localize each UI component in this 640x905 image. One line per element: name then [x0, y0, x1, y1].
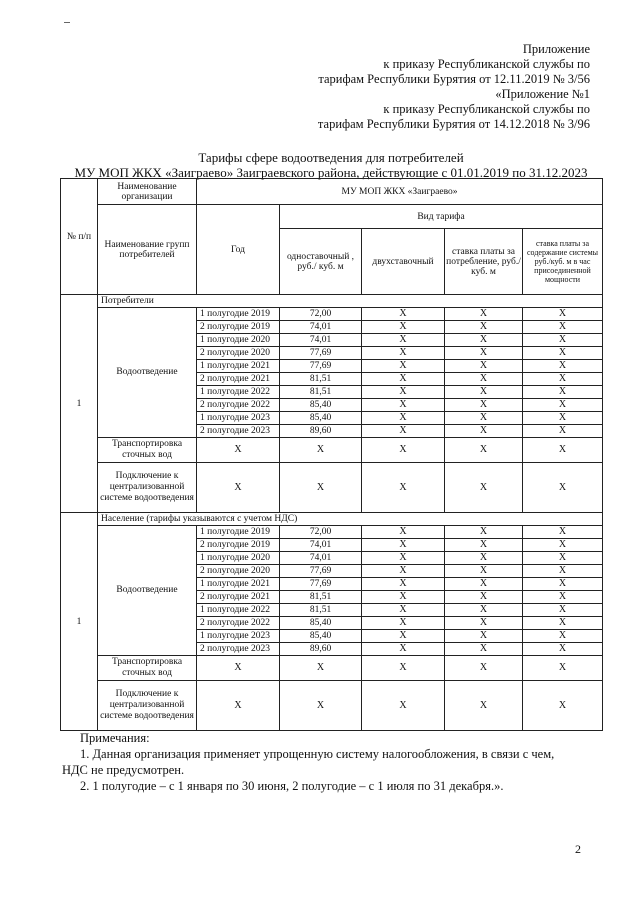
rate-maintenance-cell: Х: [523, 308, 603, 321]
one-part-tariff-cell: 81,51: [280, 386, 362, 399]
section-group-title: Потребители: [98, 295, 603, 308]
rate-consumption-cell: Х: [445, 321, 523, 334]
rate-maintenance-cell: Х: [523, 347, 603, 360]
period-cell: 2 полугодие 2021: [197, 373, 280, 386]
connection-row-cell: Х: [445, 681, 523, 731]
rate-consumption-cell: Х: [445, 526, 523, 539]
one-part-tariff-cell: 72,00: [280, 526, 362, 539]
period-cell: 1 полугодие 2019: [197, 308, 280, 321]
transport-row-cell: Х: [445, 656, 523, 681]
one-part-tariff-cell: 74,01: [280, 539, 362, 552]
two-part-cell: Х: [362, 399, 445, 412]
rate-maintenance-cell: Х: [523, 373, 603, 386]
transport-row-cell: Х: [362, 656, 445, 681]
two-part-cell: Х: [362, 321, 445, 334]
rate-maintenance-cell: Х: [523, 617, 603, 630]
transport-row-label: Транспортировка сточных вод: [98, 438, 197, 463]
header-one-part: одноставочный , руб./ куб. м: [280, 229, 362, 295]
header-year: Год: [197, 205, 280, 295]
header-rate-maintenance: ставка платы за содержание системы руб./куб. м в час присоединенной мощности: [523, 229, 603, 295]
period-cell: 2 полугодие 2023: [197, 643, 280, 656]
period-cell: 2 полугодие 2019: [197, 321, 280, 334]
rate-consumption-cell: Х: [445, 360, 523, 373]
transport-row: [61, 438, 603, 463]
rate-consumption-cell: Х: [445, 539, 523, 552]
page-number: 2: [575, 842, 581, 856]
header-line: тарифам Республики Бурятия от 12.11.2019 № 3/56: [318, 72, 590, 86]
document-title: Тарифы сфере водоотведения для потребителей: [198, 150, 464, 165]
rate-consumption-cell: Х: [445, 386, 523, 399]
one-part-tariff-cell: 81,51: [280, 591, 362, 604]
rate-maintenance-cell: Х: [523, 425, 603, 438]
rate-consumption-cell: Х: [445, 643, 523, 656]
connection-row-cell: Х: [445, 463, 523, 513]
connection-row-cell: Х: [362, 463, 445, 513]
period-cell: 1 полугодие 2022: [197, 604, 280, 617]
rate-consumption-cell: Х: [445, 347, 523, 360]
table-row: [61, 308, 603, 321]
header-organization: Наименование организации: [98, 179, 197, 205]
period-cell: 2 полугодие 2020: [197, 347, 280, 360]
one-part-tariff-cell: 77,69: [280, 360, 362, 373]
transport-row-cell: Х: [523, 438, 603, 463]
one-part-tariff-cell: 85,40: [280, 630, 362, 643]
header-two-part: двухставочный: [362, 229, 445, 295]
one-part-tariff-cell: 74,01: [280, 321, 362, 334]
transport-row-cell: Х: [197, 656, 280, 681]
header-rate-consumption: ставка платы за потребление, руб./ куб. м: [445, 229, 523, 295]
header-line: к приказу Республиканской службы по: [383, 57, 590, 71]
one-part-tariff-cell: 85,40: [280, 399, 362, 412]
period-cell: 2 полугодие 2022: [197, 399, 280, 412]
rate-consumption-cell: Х: [445, 604, 523, 617]
note-1: 1. Данная организация применяет упрощенную систему налогообложения, в связи с чем,: [80, 747, 555, 761]
period-cell: 2 полугодие 2020: [197, 565, 280, 578]
transport-row-cell: Х: [197, 438, 280, 463]
rate-maintenance-cell: Х: [523, 643, 603, 656]
one-part-tariff-cell: 77,69: [280, 578, 362, 591]
period-cell: 1 полугодие 2022: [197, 386, 280, 399]
notes: [62, 730, 610, 794]
two-part-cell: Х: [362, 578, 445, 591]
connection-row-cell: Х: [523, 681, 603, 731]
one-part-tariff-cell: 74,01: [280, 552, 362, 565]
rate-maintenance-cell: Х: [523, 386, 603, 399]
rate-consumption-cell: Х: [445, 373, 523, 386]
transport-row-cell: Х: [362, 438, 445, 463]
two-part-cell: Х: [362, 565, 445, 578]
period-cell: 1 полугодие 2020: [197, 552, 280, 565]
tariff-table: [60, 178, 603, 731]
rate-consumption-cell: Х: [445, 399, 523, 412]
rate-consumption-cell: Х: [445, 617, 523, 630]
period-cell: 1 полугодие 2020: [197, 334, 280, 347]
note-1-continued: НДС не предусмотрен.: [62, 763, 185, 777]
period-cell: 2 полугодие 2023: [197, 425, 280, 438]
connection-row-cell: Х: [280, 681, 362, 731]
two-part-cell: Х: [362, 373, 445, 386]
two-part-cell: Х: [362, 526, 445, 539]
rate-maintenance-cell: Х: [523, 578, 603, 591]
connection-row-cell: Х: [197, 681, 280, 731]
two-part-cell: Х: [362, 552, 445, 565]
one-part-tariff-cell: 81,51: [280, 373, 362, 386]
period-cell: 2 полугодие 2021: [197, 591, 280, 604]
period-cell: 1 полугодие 2023: [197, 412, 280, 425]
header-tariff-type: Вид тарифа: [280, 205, 603, 229]
rate-maintenance-cell: Х: [523, 630, 603, 643]
connection-row-label: Подключение к централизованной системе водоотведения: [98, 463, 197, 513]
rate-maintenance-cell: Х: [523, 552, 603, 565]
transport-row-cell: Х: [445, 438, 523, 463]
two-part-cell: Х: [362, 412, 445, 425]
rate-maintenance-cell: Х: [523, 539, 603, 552]
two-part-cell: Х: [362, 386, 445, 399]
document-subtitle: МУ МОП ЖКХ «Заиграево» Заиграевского района, действующие с 01.01.2019 по 31.12.2023: [74, 165, 588, 180]
one-part-tariff-cell: 89,60: [280, 425, 362, 438]
notes-title: Примечания:: [80, 731, 150, 745]
header-line: к приказу Республиканской службы по: [383, 102, 590, 116]
connection-row-cell: Х: [523, 463, 603, 513]
two-part-cell: Х: [362, 630, 445, 643]
one-part-tariff-cell: 77,69: [280, 347, 362, 360]
one-part-tariff-cell: 77,69: [280, 565, 362, 578]
period-cell: 2 полугодие 2019: [197, 539, 280, 552]
period-cell: 1 полугодие 2023: [197, 630, 280, 643]
transport-row-cell: Х: [280, 656, 362, 681]
one-part-tariff-cell: 89,60: [280, 643, 362, 656]
table-row: [61, 526, 603, 539]
two-part-cell: Х: [362, 308, 445, 321]
rate-consumption-cell: Х: [445, 412, 523, 425]
connection-row-cell: Х: [197, 463, 280, 513]
rate-consumption-cell: Х: [445, 565, 523, 578]
rate-consumption-cell: Х: [445, 578, 523, 591]
two-part-cell: Х: [362, 425, 445, 438]
two-part-cell: Х: [362, 360, 445, 373]
connection-row-cell: Х: [362, 681, 445, 731]
period-cell: 2 полугодие 2022: [197, 617, 280, 630]
two-part-cell: Х: [362, 347, 445, 360]
connection-row: [61, 681, 603, 731]
rate-maintenance-cell: Х: [523, 526, 603, 539]
section-group-title: Население (тарифы указываются с учетом НДС): [98, 513, 603, 526]
header-line: тарифам Республики Бурятия от 14.12.2018 № 3/96: [317, 117, 590, 131]
rate-maintenance-cell: Х: [523, 334, 603, 347]
rate-maintenance-cell: Х: [523, 321, 603, 334]
period-cell: 1 полугодие 2021: [197, 360, 280, 373]
header-num: № п/п: [61, 179, 98, 295]
rate-consumption-cell: Х: [445, 334, 523, 347]
two-part-cell: Х: [362, 334, 445, 347]
header-line: «Приложение №1: [495, 87, 590, 101]
rate-maintenance-cell: Х: [523, 412, 603, 425]
header-line: Приложение: [522, 42, 590, 56]
section-number: 1: [61, 295, 98, 513]
organization-name: МУ МОП ЖКХ «Заиграево»: [197, 179, 603, 205]
two-part-cell: Х: [362, 591, 445, 604]
one-part-tariff-cell: 85,40: [280, 617, 362, 630]
rate-consumption-cell: Х: [445, 630, 523, 643]
transport-row: [61, 656, 603, 681]
transport-row-cell: Х: [523, 656, 603, 681]
section-number: 1: [61, 513, 98, 731]
connection-row: [61, 463, 603, 513]
rate-consumption-cell: Х: [445, 425, 523, 438]
rate-consumption-cell: Х: [445, 591, 523, 604]
rate-maintenance-cell: Х: [523, 591, 603, 604]
two-part-cell: Х: [362, 617, 445, 630]
transport-row-cell: Х: [280, 438, 362, 463]
rate-maintenance-cell: Х: [523, 565, 603, 578]
rate-maintenance-cell: Х: [523, 604, 603, 617]
two-part-cell: Х: [362, 539, 445, 552]
service-name: Водоотведение: [98, 526, 197, 656]
one-part-tariff-cell: 74,01: [280, 334, 362, 347]
connection-row-cell: Х: [280, 463, 362, 513]
one-part-tariff-cell: 81,51: [280, 604, 362, 617]
note-2: 2. 1 полугодие – с 1 января по 30 июня, 2 полугодие – с 1 июля по 31 декабря.».: [80, 779, 504, 793]
rate-maintenance-cell: Х: [523, 360, 603, 373]
connection-row-label: Подключение к централизованной системе водоотведения: [98, 681, 197, 731]
header-consumer-group: Наименование групп потребителей: [98, 205, 197, 295]
transport-row-label: Транспортировка сточных вод: [98, 656, 197, 681]
rate-consumption-cell: Х: [445, 552, 523, 565]
two-part-cell: Х: [362, 604, 445, 617]
period-cell: 1 полугодие 2019: [197, 526, 280, 539]
service-name: Водоотведение: [98, 308, 197, 438]
rate-consumption-cell: Х: [445, 308, 523, 321]
two-part-cell: Х: [362, 643, 445, 656]
appendix-header: [190, 42, 590, 132]
one-part-tariff-cell: 72,00: [280, 308, 362, 321]
rate-maintenance-cell: Х: [523, 399, 603, 412]
one-part-tariff-cell: 85,40: [280, 412, 362, 425]
scan-mark: [64, 22, 70, 23]
period-cell: 1 полугодие 2021: [197, 578, 280, 591]
